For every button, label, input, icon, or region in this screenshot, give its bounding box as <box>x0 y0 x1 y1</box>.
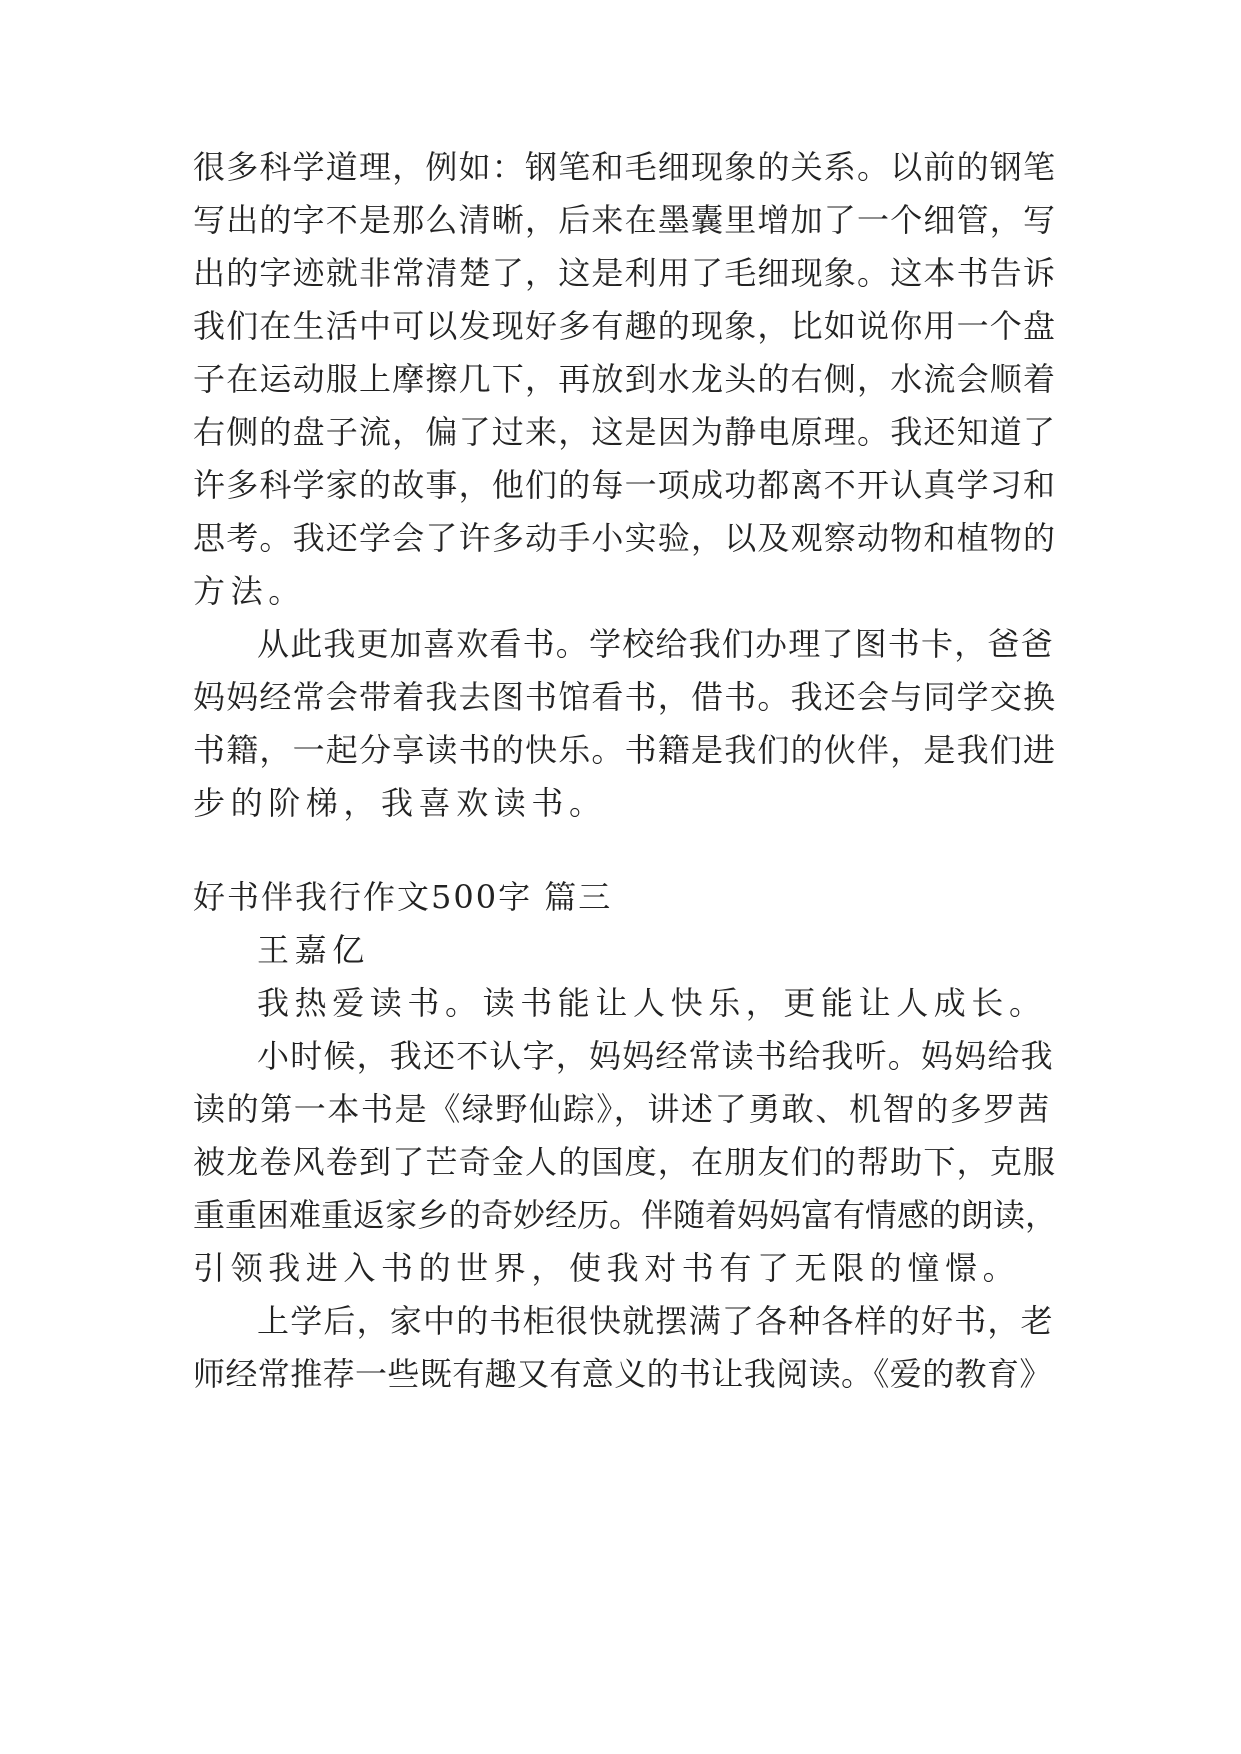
paragraph-line: 引领我进入书的世界，使我对书有了无限的憧憬。 <box>193 1249 1021 1287</box>
paragraph-line: 许多科学家的故事，他们的每一项成功都离不开认真学习和 <box>193 466 1057 504</box>
paragraph-line: 右侧的盘子流，偏了过来，这是因为静电原理。我还知道了 <box>193 413 1057 451</box>
paragraph-line: 书籍，一起分享读书的快乐。书籍是我们的伙伴，是我们进 <box>193 731 1057 769</box>
paragraph-line: 思考。我还学会了许多动手小实验，以及观察动物和植物的 <box>193 519 1057 557</box>
paragraph-line: 子在运动服上摩擦几下，再放到水龙头的右侧，水流会顺着 <box>193 360 1057 398</box>
paragraph-line: 步的阶梯，我喜欢读书。 <box>193 784 607 822</box>
paragraph-line: 小时候，我还不认字，妈妈经常读书给我听。妈妈给我 <box>257 1037 1054 1075</box>
paragraph-line: 师经常推荐一些既有趣又有意义的书让我阅读。《爱的教育》 <box>193 1355 1052 1393</box>
paragraph-line: 妈妈经常会带着我去图书馆看书，借书。我还会与同学交换 <box>193 678 1057 716</box>
paragraph-line: 读的第一本书是《绿野仙踪》，讲述了勇敢、机智的多罗茜 <box>193 1090 1051 1128</box>
paragraph-line: 从此我更加喜欢看书。学校给我们办理了图书卡，爸爸 <box>257 625 1054 663</box>
paragraph-line: 我热爱读书。读书能让人快乐，更能让人成长。 <box>257 984 1047 1022</box>
paragraph-line: 很多科学道理，例如：钢笔和毛细现象的关系。以前的钢笔 <box>193 148 1057 186</box>
paragraph-line: 方法。 <box>193 572 306 610</box>
paragraph-line: 重重困难重返家乡的奇妙经历。伴随着妈妈富有情感的朗读， <box>193 1196 1058 1234</box>
section-heading: 好书伴我行作文500字 篇三 <box>193 878 613 916</box>
paragraph-line: 我们在生活中可以发现好多有趣的现象，比如说你用一个盘 <box>193 307 1057 345</box>
paragraph-line: 出的字迹就非常清楚了，这是利用了毛细现象。这本书告诉 <box>193 254 1057 292</box>
paragraph-line: 被龙卷风卷到了芒奇金人的国度，在朋友们的帮助下，克服 <box>193 1143 1057 1181</box>
author-name: 王嘉亿 <box>257 931 370 969</box>
paragraph-line: 上学后，家中的书柜很快就摆满了各种各样的好书，老 <box>257 1302 1054 1340</box>
paragraph-line: 写出的字不是那么清晰，后来在墨囊里增加了一个细管，写 <box>193 201 1057 239</box>
